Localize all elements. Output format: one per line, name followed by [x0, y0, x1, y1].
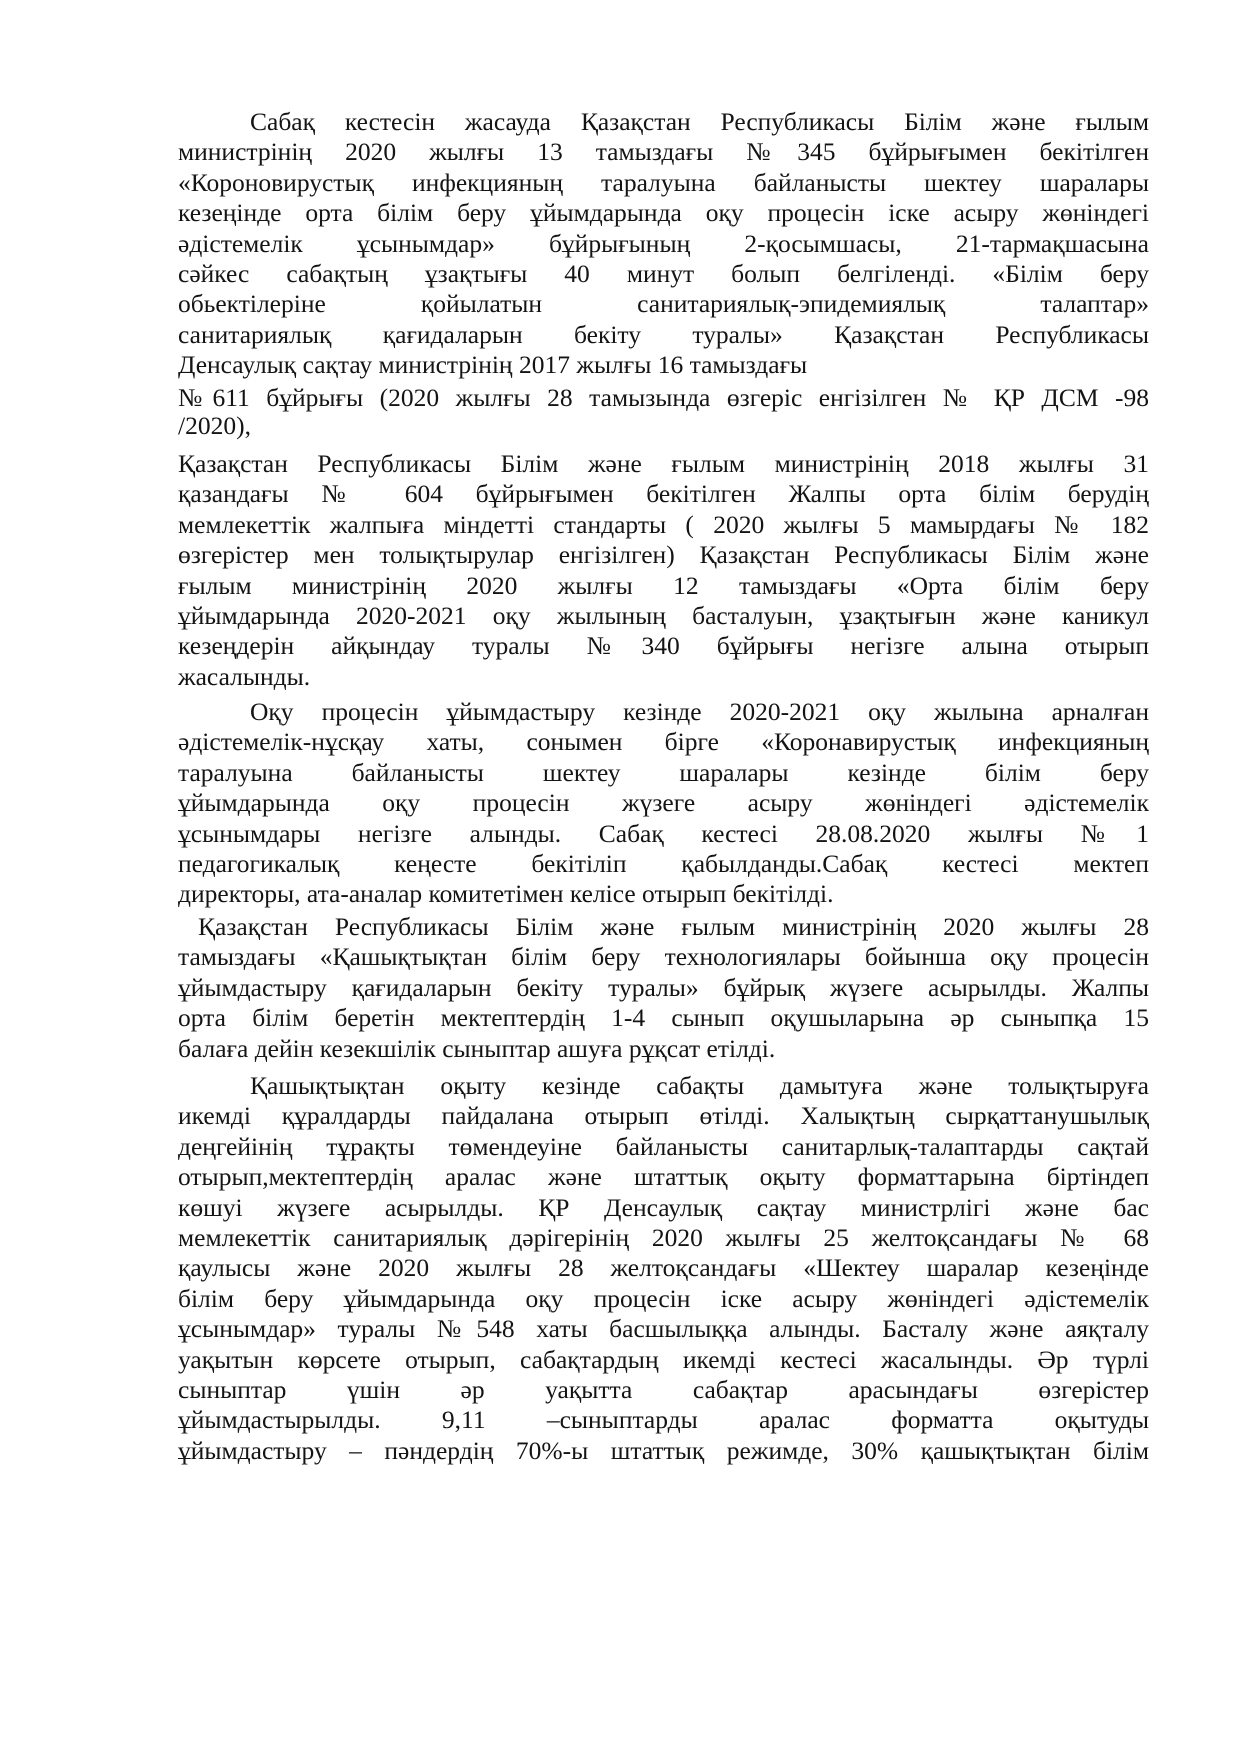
text-line: деңгейінің тұрақты төмендеуіне байланысты санитарлық-талаптарды сақтай — [178, 1131, 1149, 1161]
text-line: мемлекеттік санитариялық дәрігерінің 2020 жылғы 25 желтоқсандағы № 68 — [178, 1222, 1149, 1252]
paragraph-3 — [178, 449, 1149, 692]
paragraph-5 — [178, 912, 1149, 1064]
text-line: ұсынымдар» туралы №548 хаты басшылыққа алынды. Басталу және аяқталу — [178, 1314, 1149, 1344]
text-line: «Короновирустық инфекцияның таралуына байланысты шектеу шаралары — [178, 167, 1149, 197]
text-line: қазандағы № 604 бұйрығымен бекітілген Жалпы орта білім берудің — [178, 479, 1149, 509]
text-line: педагогикалық кеңесте бекітіліп қабылданды.Сабақ кестесі мектеп — [178, 848, 1149, 878]
text-line: отырып,мектептердің аралас және штаттық оқыту форматтарына біртіндеп — [178, 1162, 1149, 1192]
paragraph-2 — [178, 384, 1149, 440]
text-line: Қазақстан Республикасы Білім және ғылым министрінің 2020 жылғы 28 — [198, 912, 1149, 941]
text-line: санитариялық қағидаларын бекіту туралы» Қазақстан Республикасы — [178, 319, 1149, 349]
text-line: көшуі жүзеге асырылды. ҚР Денсаулық сақтау министрлігі және бас — [178, 1192, 1149, 1222]
text-line: сәйкес сабақтың ұзақтығы 40 минут болып белгіленді. «Білім беру — [178, 258, 1149, 288]
text-line: уақытын көрсете отырып, сабақтардың икемді кестесі жасалынды. Әр түрлі — [178, 1344, 1149, 1374]
text-line: Қашықтықтан оқыту кезінде сабақты дамытуға және толықтыруға — [250, 1071, 1149, 1100]
text-line: білім беру ұйымдарында оқу процесін іске асыру жөніндегі әдістемелік — [178, 1283, 1149, 1313]
text-line: кезеңінде орта білім беру ұйымдарында оқу процесін іске асыру жөніндегі — [178, 198, 1149, 228]
text-line: кезеңдерін айқындау туралы №340 бұйрығы негізге алына отырып — [178, 631, 1149, 661]
text-line: ұйымдарында оқу процесін жүзеге асыру жөніндегі әдістемелік — [178, 788, 1149, 818]
text-line: Денсаулық сақтау министрінің 2017 жылғы 16 тамыздағы — [178, 350, 808, 380]
text-line: ұйымдастыру – пәндердің 70%-ы штаттық режимде, 30% қашықтықтан білім — [178, 1435, 1149, 1465]
text-line: тамыздағы «Қашықтықтан білім беру технологиялары бойынша оқу процесін — [178, 942, 1149, 972]
text-line: Қазақстан Республикасы Білім және ғылым министрінің 2018 жылғы 31 — [178, 449, 1149, 478]
text-line: /2020), — [178, 411, 251, 440]
text-line: министрінің 2020 жылғы 13 тамыздағы №345 бұйрығымен бекітілген — [178, 137, 1149, 167]
text-line: мемлекеттік жалпыға міндетті стандарты ( 2020 жылғы 5 мамырдағы № 182 — [178, 509, 1149, 539]
paragraph-6 — [178, 1071, 1149, 1466]
text-line: ұйымдарында 2020-2021 оқу жылының басталуын, ұзақтығын және каникул — [178, 600, 1149, 630]
text-line: қаулысы және 2020 жылғы 28 желтоқсандағы «Шектеу шаралар кезеңінде — [178, 1253, 1149, 1283]
text-line: әдістемелік-нұсқау хаты, сонымен бірге «Коронавирустық инфекцияның — [178, 727, 1149, 757]
text-line: балаға дейін кезекшілік сыныптар ашуға рұқсат етілді. — [178, 1033, 776, 1063]
text-line: таралуына байланысты шектеу шаралары кезінде білім беру — [178, 757, 1149, 787]
text-line: жасалынды. — [178, 661, 311, 691]
text-line: обьектілеріне қойылатын санитариялық-эпидемиялық талаптар» — [178, 289, 1149, 319]
paragraph-4 — [178, 697, 1149, 910]
text-line: икемді құралдарды пайдалана отырып өтілді. Халықтың сырқаттанушылық — [178, 1101, 1149, 1131]
text-line: ғылым министрінің 2020 жылғы 12 тамыздағы «Орта білім беру — [178, 570, 1149, 600]
text-line: сыныптар үшін әр уақытта сабақтар арасындағы өзгерістер — [178, 1374, 1149, 1404]
text-line: Сабақ кестесін жасауда Қазақстан Республикасы Білім және ғылым — [250, 107, 1149, 136]
text-line: ұйымдастырылды. 9,11 –сыныптарды аралас форматта оқытуды — [178, 1405, 1149, 1435]
text-line: ұсынымдары негізге алынды. Сабақ кестесі 28.08.2020 жылғы №1 — [178, 818, 1149, 848]
text-line: өзгерістер мен толықтырулар енгізілген) Қазақстан Республикасы Білім және — [178, 540, 1149, 570]
text-line: №611 бұйрығы (2020 жылғы 28 тамызында өзгеріс енгізілген № ҚР ДСМ -98 — [178, 383, 1149, 412]
text-line: әдістемелік ұсынымдар» бұйрығының 2-қосымшасы, 21-тармақшасына — [178, 228, 1149, 258]
text-line: ұйымдастыру қағидаларын бекіту туралы» бұйрық жүзеге асырылды. Жалпы — [178, 972, 1149, 1002]
text-line: орта білім беретін мектептердің 1-4 сынып оқушыларына әр сыныпқа 15 — [178, 1003, 1149, 1033]
text-line: директоры, ата-аналар комитетімен келісе отырып бекітілді. — [178, 879, 834, 909]
text-line: Оқу процесін ұйымдастыру кезінде 2020-2021 оқу жылына арналған — [250, 697, 1149, 726]
paragraph-1 — [178, 107, 1149, 381]
